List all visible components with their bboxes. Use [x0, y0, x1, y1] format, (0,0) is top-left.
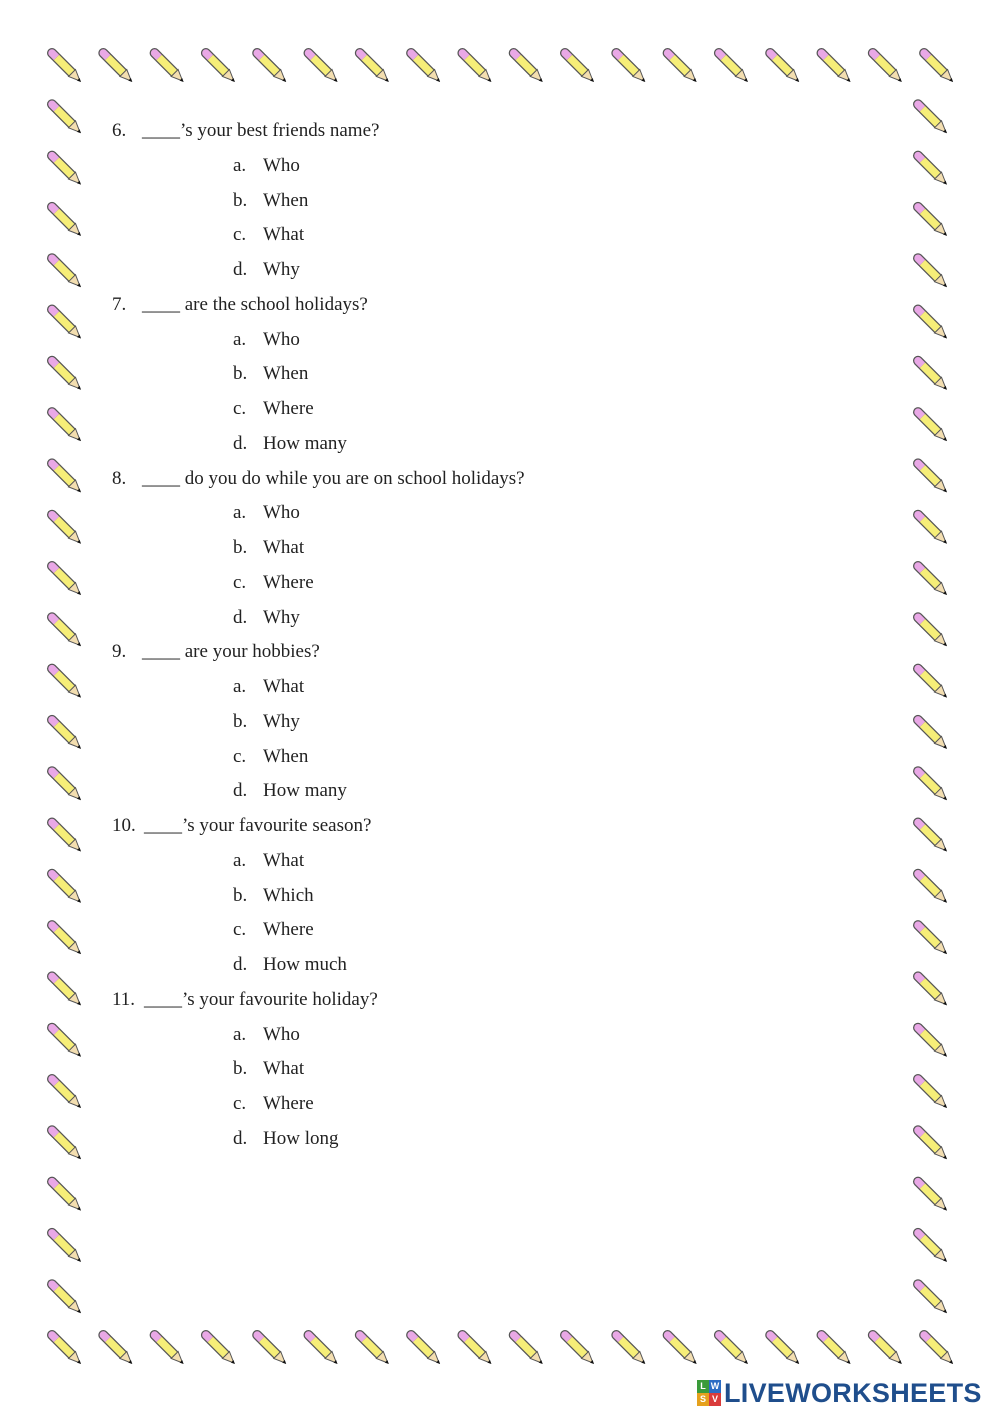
option-letter: a.	[233, 328, 247, 350]
liveworksheets-logo	[697, 1377, 982, 1409]
option-letter: a.	[233, 154, 247, 176]
option-text: Where	[263, 398, 314, 419]
answer-option[interactable]	[233, 1018, 633, 1052]
option-text: Why	[263, 606, 300, 628]
question-number: 9.	[112, 641, 127, 663]
option-text: Why	[263, 259, 300, 280]
option-text: Where	[263, 919, 314, 941]
logo-mark-letter: V	[709, 1393, 721, 1406]
option-text: Who	[263, 502, 300, 524]
option-text: Who	[263, 1023, 300, 1045]
option-letter: b.	[233, 710, 248, 732]
option-letter: c.	[233, 224, 247, 246]
answer-option[interactable]	[233, 531, 633, 565]
option-letter: a.	[233, 1023, 247, 1045]
option-letter: a.	[233, 502, 247, 524]
question-number: 8.	[112, 467, 127, 489]
question-text: ____ are the school holidays?	[142, 293, 368, 315]
answer-option[interactable]	[233, 601, 633, 635]
option-text: Who	[263, 154, 300, 176]
option-letter: d.	[233, 954, 248, 975]
logo-mark-letter: S	[697, 1393, 709, 1406]
option-text: What	[263, 537, 305, 558]
answer-option[interactable]	[233, 1087, 633, 1121]
option-text: How much	[263, 954, 347, 975]
option-letter: b.	[233, 884, 248, 906]
option-text: How long	[263, 1127, 339, 1149]
question-number: 7.	[112, 293, 127, 315]
option-text: Why	[263, 710, 300, 732]
option-text: What	[263, 1058, 305, 1080]
logo-mark-letter: W	[710, 1381, 720, 1391]
answer-option[interactable]	[233, 705, 633, 739]
option-letter: a.	[233, 676, 247, 697]
option-letter: c.	[233, 571, 247, 593]
option-text: What	[263, 224, 305, 246]
option-text: How many	[263, 780, 347, 802]
option-letter: d.	[233, 1127, 248, 1149]
option-text: When	[263, 745, 309, 767]
option-letter: d.	[233, 432, 248, 454]
answer-option[interactable]	[233, 670, 633, 704]
answer-option[interactable]	[233, 323, 633, 357]
question	[112, 983, 872, 1017]
option-text: When	[263, 363, 309, 385]
option-letter: a.	[233, 849, 247, 871]
option-letter: b.	[233, 1058, 248, 1080]
answer-option[interactable]	[233, 253, 633, 287]
question	[112, 114, 872, 148]
question-text: ____ are your hobbies?	[142, 641, 320, 663]
option-text: When	[263, 189, 309, 211]
option-letter: c.	[233, 1093, 247, 1114]
option-letter: d.	[233, 606, 248, 628]
option-text: Where	[263, 571, 314, 593]
option-text: Where	[263, 1093, 314, 1114]
question-number: 6.	[112, 120, 127, 141]
answer-option[interactable]	[233, 879, 633, 913]
answer-option[interactable]	[233, 913, 633, 947]
option-text: Which	[263, 884, 314, 906]
answer-option[interactable]	[233, 566, 633, 600]
option-letter: b.	[233, 537, 248, 558]
option-letter: d.	[233, 259, 248, 280]
answer-option[interactable]	[233, 844, 633, 878]
answer-option[interactable]	[233, 948, 633, 982]
answer-option[interactable]	[233, 149, 633, 183]
option-letter: c.	[233, 745, 247, 767]
answer-option[interactable]	[233, 740, 633, 774]
question-text: ____’s your favourite holiday?	[144, 988, 378, 1010]
logo-mark-letter: L	[697, 1380, 709, 1393]
answer-option[interactable]	[233, 392, 633, 426]
liveworksheets-logo-icon	[697, 1380, 721, 1406]
answer-option[interactable]	[233, 1122, 633, 1156]
option-text: How many	[263, 432, 347, 454]
question	[112, 288, 872, 322]
answer-option[interactable]	[233, 774, 633, 808]
option-text: Who	[263, 328, 300, 350]
question-text: ____ do you do while you are on school holidays?	[142, 467, 525, 489]
question	[112, 809, 872, 843]
option-text: What	[263, 676, 305, 697]
option-text: What	[263, 849, 305, 871]
question	[112, 462, 872, 496]
answer-option[interactable]	[233, 1052, 633, 1086]
question-text: ____’s your favourite season?	[144, 815, 372, 836]
question-number: 11.	[112, 988, 136, 1010]
option-letter: c.	[233, 398, 247, 419]
option-letter: b.	[233, 189, 248, 211]
answer-option[interactable]	[233, 184, 633, 218]
answer-option[interactable]	[233, 357, 633, 391]
option-letter: b.	[233, 363, 248, 385]
answer-option[interactable]	[233, 496, 633, 530]
answer-option[interactable]	[233, 218, 633, 252]
question	[112, 635, 872, 669]
question-text: ____’s your best friends name?	[142, 120, 380, 141]
question-number: 10.	[112, 815, 136, 836]
answer-option[interactable]	[233, 427, 633, 461]
brand-text: LIVEWORKSHEETS	[724, 1377, 982, 1408]
option-letter: c.	[233, 919, 247, 941]
option-letter: d.	[233, 780, 248, 802]
